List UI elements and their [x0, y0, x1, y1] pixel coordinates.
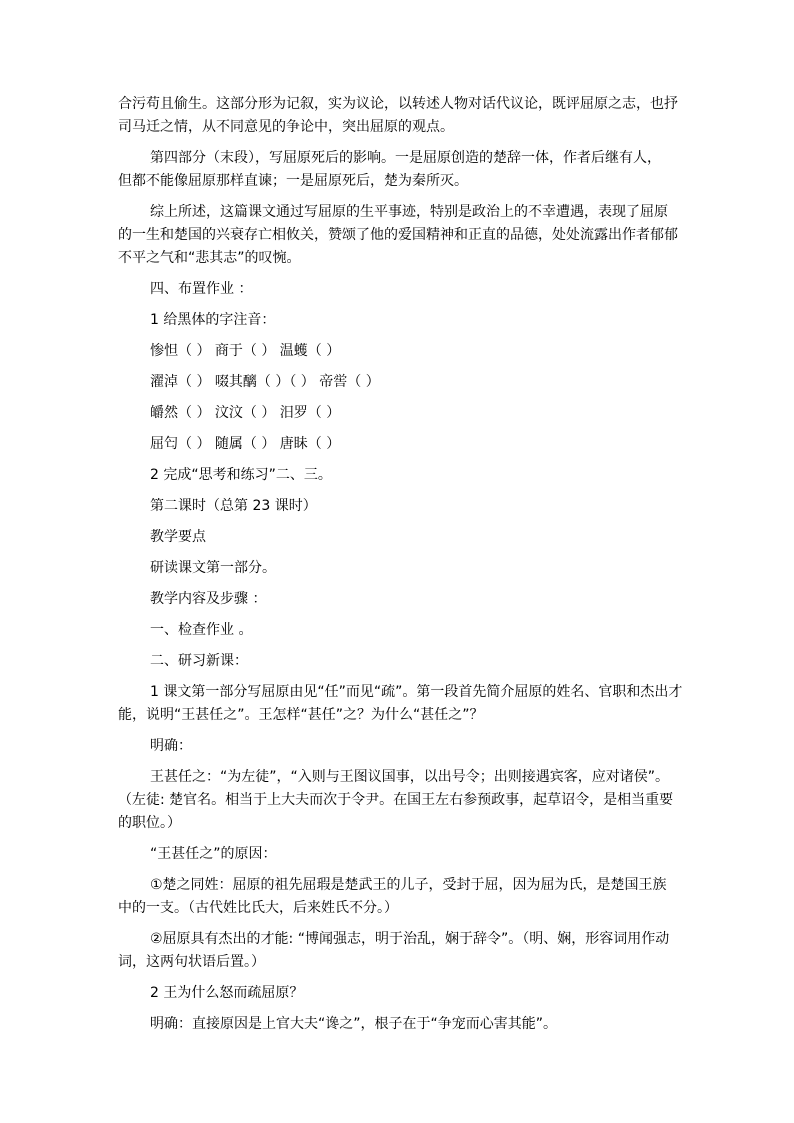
text-line: 的职位。） [118, 815, 181, 831]
text-line: 1 课文第一部分写屈原由见“任”而见“疏”。第一段首先简介屈原的姓名、官职和杰出才 [150, 684, 683, 700]
question-1 [118, 681, 683, 727]
text-line: 司马迁之情，从不同意见的争论中，突出屈原的观点。 [118, 119, 454, 135]
document-page [118, 93, 683, 1044]
teaching-points-text: 研读课文第一部分。 [150, 560, 276, 576]
text-line: 词，这两句状语后置。） [118, 954, 265, 970]
teaching-points-heading: 教学要点 [150, 529, 206, 545]
text-line: 第四部分（末段），写屈原死后的影响。一是屈原创造的楚辞一体，作者后继有人， [150, 150, 661, 166]
step-check-homework: 一、检查作业 。 [150, 622, 253, 638]
text-line: 能，说明“王甚任之”。王怎样“甚任”之？为什么“甚任之”？ [118, 707, 484, 723]
reason-2 [118, 928, 678, 974]
text-line: ②屈原具有杰出的才能: “博闻强志，明于治乱，娴于辞令”。（明、娴，形容词用作动 [150, 931, 670, 947]
lesson-heading: 第二课时（总第 23 课时） [150, 498, 317, 514]
text-line: 中的一支。（古代姓比氏大，后来姓氏不分。） [118, 900, 398, 916]
paragraph-summary [118, 201, 678, 270]
text-line: 但都不能像屈原那样直谏；一是屈原死后，楚为秦所灭。 [118, 173, 468, 189]
teaching-steps-heading: 教学内容及步骤 ： [150, 591, 267, 607]
pinyin-exercise-row: 皭然（ ） 汶汶（ ） 汨罗（ ） [150, 405, 341, 421]
reasons-heading: “王甚任之”的原因： [150, 846, 277, 862]
reason-1 [118, 874, 678, 920]
text-line: 王甚任之：“为左徒”，“入则与王图议国事，以出号令；出则接遇宾客，应对诸侯”。 [150, 769, 670, 785]
paragraph-part3-analysis [118, 93, 678, 139]
homework-item-1: 1 给黑体的字注音： [150, 312, 276, 328]
pinyin-exercise-row: 濯淖（ ） 啜其醨（ ）（ ） 帝喾（ ） [150, 374, 380, 390]
text-line: ①楚之同姓：屈原的祖先屈瑕是楚武王的儿子，受封于屈，因为屈为氏，是楚国王族 [150, 877, 667, 893]
paragraph-part4 [118, 147, 678, 193]
pinyin-exercise-row: 屈匄（ ） 随属（ ） 唐眛（ ） [150, 436, 341, 452]
pinyin-exercise-row: 惨怛（ ） 商于（ ） 温蠖（ ） [150, 343, 341, 359]
answer-question-2: 明确：直接原因是上官大夫“谗之”，根子在于“争宠而心害其能”。 [150, 1016, 558, 1032]
text-line: 的一生和楚国的兴衰存亡相攸关，赞颂了他的爱国精神和正直的品德，处处流露出作者郁郁 [118, 227, 678, 243]
homework-item-2: 2 完成“思考和练习”二、三。 [150, 467, 332, 483]
step-new-lesson: 二、研习新课： [150, 653, 248, 669]
text-line: 合污苟且偷生。这部分形为记叙，实为议论，以转述人物对话代议论，既评屈原之志，也抒 [118, 96, 678, 112]
question-2: 2 王为什么怒而疏屈原？ [150, 985, 304, 1001]
section-heading-homework: 四、布置作业 ： [150, 281, 253, 297]
text-line: 综上所述，这篇课文通过写屈原的生平事迹，特别是政治上的不幸遭遇，表现了屈原 [150, 204, 668, 220]
text-line: （左徒: 楚官名。相当于上大夫而次于令尹。在国王左右参预政事，起草诏令，是相当重要 [118, 792, 674, 808]
text-line: 不平之气和“悲其志”的叹惋。 [118, 250, 301, 266]
answer-label: 明确： [150, 738, 192, 754]
answer-trust-detail [118, 766, 678, 835]
